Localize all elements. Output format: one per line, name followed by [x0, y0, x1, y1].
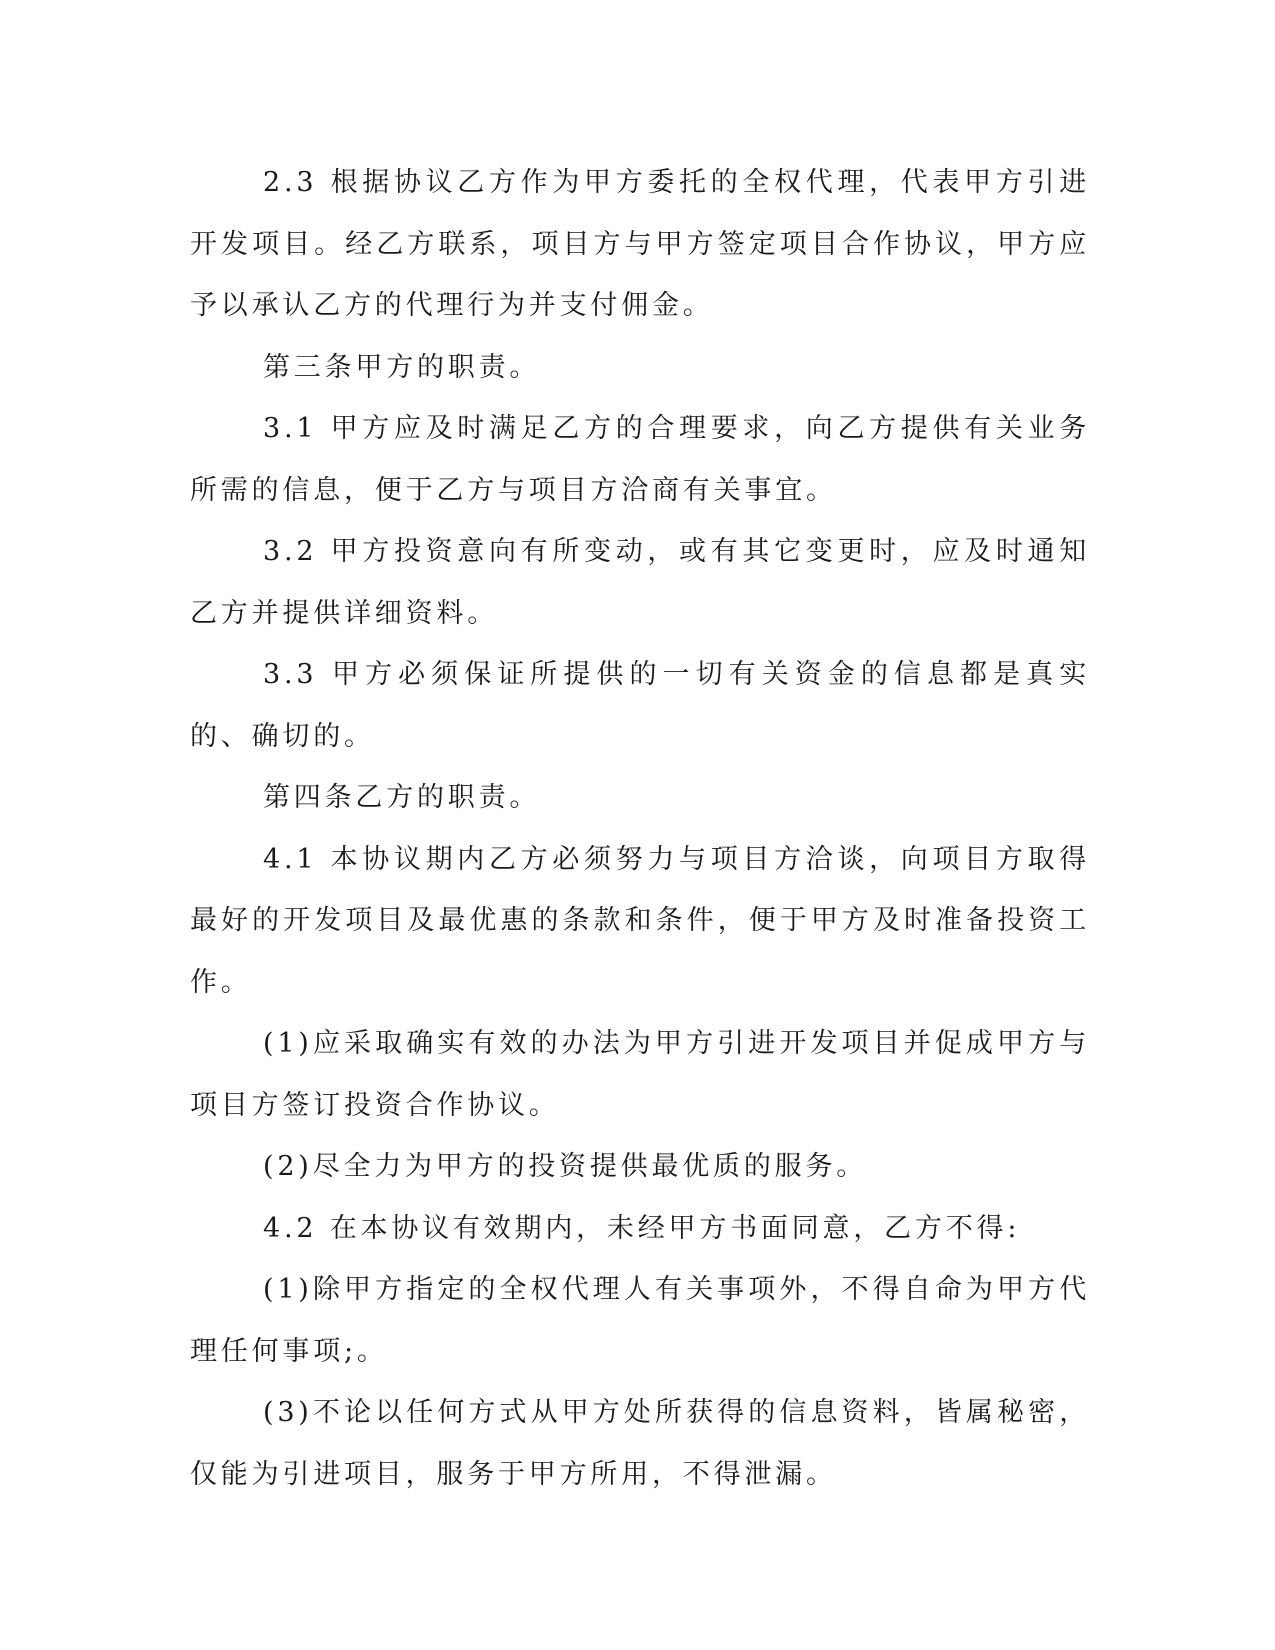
- document-body: [190, 152, 1090, 1505]
- paragraph-4-2-item-1: (1)除甲方指定的全权代理人有关事项外，不得自命为甲方代理任何事项;。: [190, 1274, 1090, 1367]
- paragraph-3-1: 3.1 甲方应及时满足乙方的合理要求，向乙方提供有关业务所需的信息，便于乙方与项目方洽商有关事宜。: [190, 413, 1090, 506]
- paragraph-4-1: 4.1 本协议期内乙方必须努力与项目方洽谈，向项目方取得最好的开发项目及最优惠的条款和条件，便于甲方及时准备投资工作。: [190, 843, 1090, 998]
- heading-article-3: 第三条甲方的职责。: [263, 351, 541, 383]
- paragraph-4-2-item-3: (3)不论以任何方式从甲方处所获得的信息资料，皆属秘密，仅能为引进项目，服务于甲方所用，不得泄漏。: [190, 1397, 1090, 1490]
- paragraph-3-3: 3.3 甲方必须保证所提供的一切有关资金的信息都是真实的、确切的。: [190, 659, 1090, 752]
- heading-article-4: 第四条乙方的职责。: [263, 782, 541, 813]
- paragraph-3-2: 3.2 甲方投资意向有所变动，或有其它变更时，应及时通知乙方并提供详细资料。: [190, 536, 1090, 629]
- paragraph-4-1-item-1: (1)应采取确实有效的办法为甲方引进开发项目并促成甲方与项目方签订投资合作协议。: [190, 1028, 1090, 1121]
- paragraph-4-1-item-2: (2)尽全力为甲方的投资提供最优质的服务。: [263, 1151, 868, 1182]
- paragraph-4-2: 4.2 在本协议有效期内，未经甲方书面同意，乙方不得:: [263, 1212, 1021, 1244]
- paragraph-2-3: 2.3 根据协议乙方作为甲方委托的全权代理，代表甲方引进开发项目。经乙方联系，项目方与甲方签定项目合作协议，甲方应予以承认乙方的代理行为并支付佣金。: [190, 167, 1090, 321]
